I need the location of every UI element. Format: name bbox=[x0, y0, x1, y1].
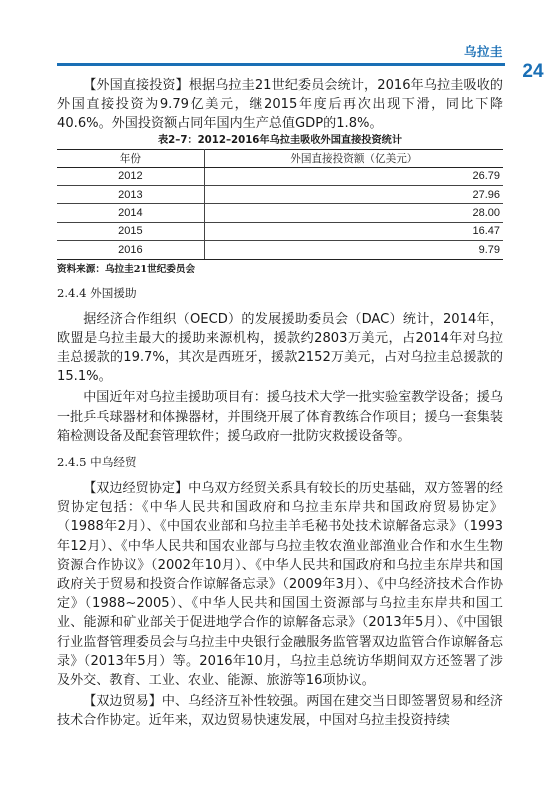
cell-year: 2013 bbox=[57, 186, 204, 204]
table-row bbox=[57, 186, 503, 204]
paragraph-fdi: 【外国直接投资】根据乌拉圭21世纪委员会统计，2016年乌拉圭吸收的外国直接投资为9.79亿美元，继2015年度后再次出现下滑，同比下降40.6%。外国投资额占同年国内生产总值GDP的1.8%。 bbox=[57, 78, 503, 132]
cell-value: 26.79 bbox=[204, 167, 503, 185]
table-caption: 表2–7：2012–2016年乌拉圭吸收外国直接投资统计 bbox=[157, 134, 403, 146]
cell-year: 2014 bbox=[57, 204, 204, 222]
cell-year: 2015 bbox=[57, 222, 204, 240]
cell-value: 27.96 bbox=[204, 186, 503, 204]
cell-value: 9.79 bbox=[204, 241, 503, 259]
table-header-row bbox=[57, 149, 503, 167]
table-row bbox=[57, 241, 503, 259]
section-heading-trade: 2.4.5 中乌经贸 bbox=[57, 454, 137, 469]
table-row bbox=[57, 222, 503, 240]
cell-year: 2016 bbox=[57, 241, 204, 259]
running-title: 乌拉圭 bbox=[463, 44, 503, 59]
table-row bbox=[57, 167, 503, 185]
column-header-year: 年份 bbox=[57, 149, 204, 167]
table-row bbox=[57, 204, 503, 222]
header-rule bbox=[57, 63, 505, 66]
page-body bbox=[57, 76, 503, 731]
cell-value: 28.00 bbox=[204, 204, 503, 222]
section-heading-aid: 2.4.4 外国援助 bbox=[57, 285, 137, 300]
paragraph-bilateral-trade: 【双边贸易】中、乌经济互补性较强。两国在建交当日即签署贸易和经济技术合作协定。近年来，双边贸易快速发展，中国对乌拉圭投资持续 bbox=[57, 694, 503, 729]
paragraph-agreements: 【双边经贸协定】中乌双方经贸关系具有较长的历史基础，双方签署的经贸协定包括：《中华人民共和国政府和乌拉圭东岸共和国政府贸易协定》（1988年2月）、《中国农业部和乌拉圭羊毛秘书处技术谅解备忘录》（1993年12月）、《中华人民共和国农业部与乌拉圭牧农渔业部渔业合作和水生生物资源合作协议》（2002年10月）、《中华人民共和国政府和乌拉圭东岸共和国政府关于贸易和投资合作谅解备忘录》（2009年3月）、《中乌经济技术合作协定》（1988~2005）、《中华人民共和国国土资源部与乌拉圭东岸共和国工业、能源和矿业部关于促进地学合作的谅解备忘录》（2013年5月）、《中国银行业监督管理委员会与乌拉圭中央银行金融服务监管署双边监管合作谅解备忘录》（2013年5月）等。2016年10月，乌拉圭总统访华期间双方还签署了涉及外交、教育、工业、农业、能源、旅游等16项协议。 bbox=[57, 480, 503, 689]
cell-value: 16.47 bbox=[204, 222, 503, 240]
paragraph-aid-stats: 据经济合作组织（OECD）的发展援助委员会（DAC）统计，2014年，欧盟是乌拉圭最大的援助来源机构，援款约2803万美元，占2014年对乌拉圭总援款的19.7%，其次是西班牙，援款2152万美元，占对乌拉圭总援款的15.1%。 bbox=[57, 311, 503, 385]
table-source: 资料来源：乌拉圭21世纪委员会 bbox=[57, 263, 196, 275]
fdi-table bbox=[57, 149, 503, 260]
column-header-value: 外国直接投资额（亿美元） bbox=[204, 149, 503, 167]
page-number: 24 bbox=[507, 59, 559, 87]
page-header bbox=[0, 0, 559, 80]
paragraph-china-aid: 中国近年对乌拉圭援助项目有：援乌技术大学一批实验室教学设备；援乌一批乒乓球器材和体操器材，并围绕开展了体育教练合作项目；援乌一套集装箱检测设备及配套管理软件；援乌政府一批防灾救援设备等。 bbox=[57, 390, 503, 444]
cell-year: 2012 bbox=[57, 167, 204, 185]
